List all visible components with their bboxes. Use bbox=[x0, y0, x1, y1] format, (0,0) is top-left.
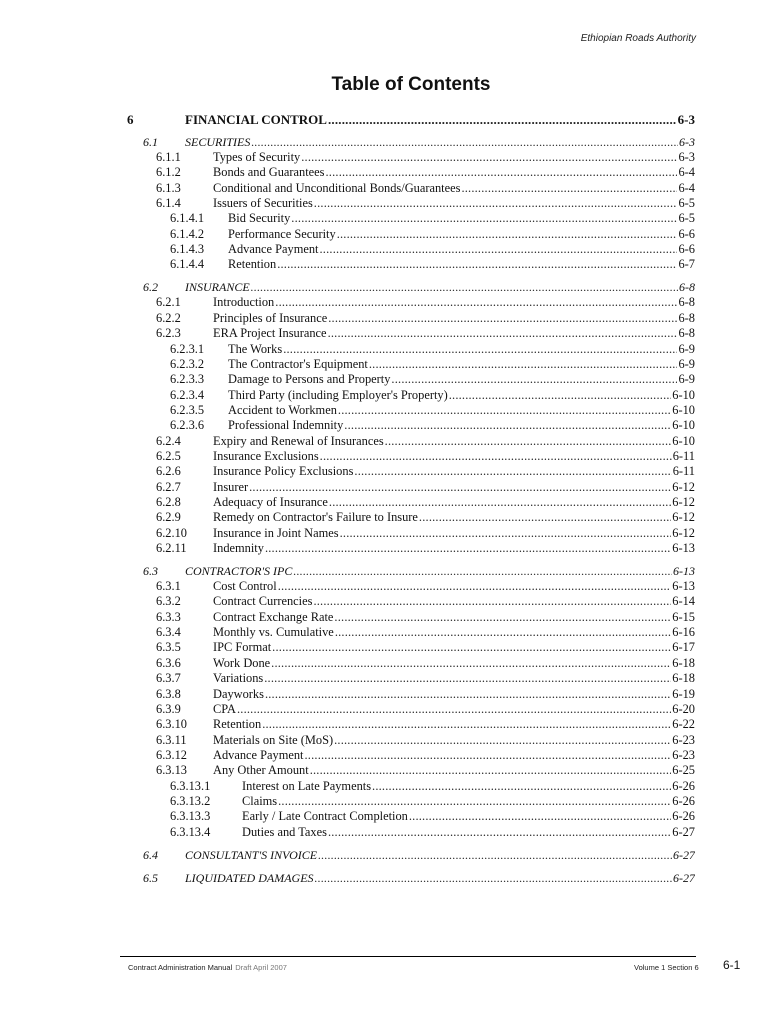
dot-leader bbox=[338, 403, 671, 418]
dot-leader bbox=[251, 135, 678, 150]
toc-entry-number: 6.3.2 bbox=[156, 594, 181, 609]
dot-leader bbox=[328, 112, 677, 127]
dot-leader bbox=[249, 480, 671, 495]
toc-entry-number: 6.3.10 bbox=[156, 717, 187, 732]
toc-entry-number: 6.1.2 bbox=[156, 165, 181, 180]
toc-entry-page: 6-9 bbox=[678, 341, 695, 356]
toc-entry-number: 6.3.8 bbox=[156, 686, 181, 701]
toc-entry-title: Early / Late Contract Completion bbox=[242, 809, 408, 824]
dot-leader bbox=[310, 763, 672, 778]
dot-leader bbox=[301, 150, 677, 165]
toc-entry-page: 6-3 bbox=[677, 112, 695, 127]
toc-entry-title: Advance Payment bbox=[228, 242, 319, 257]
toc-entry-number: 6.4 bbox=[143, 847, 158, 862]
toc-entry-number: 6.2.3.5 bbox=[170, 402, 205, 417]
toc-entry-title: Insurer bbox=[213, 479, 249, 494]
toc-entry-title: Third Party (including Employer's Property) bbox=[228, 387, 448, 402]
toc-entry-number: 6.2.3.6 bbox=[170, 418, 205, 433]
toc-entry-title: Professional Indemnity bbox=[228, 418, 344, 433]
toc-entry-number: 6.2.8 bbox=[156, 495, 181, 509]
toc-entry-page: 6-9 bbox=[678, 372, 695, 387]
dot-leader bbox=[277, 257, 677, 272]
toc-entry-page: 6-10 bbox=[672, 387, 695, 402]
toc-entry-number: 6 bbox=[127, 112, 134, 127]
toc-entry-number: 6.3.13.1 bbox=[170, 778, 211, 793]
toc-entry-page: 6-13 bbox=[672, 579, 695, 594]
dot-leader bbox=[326, 165, 678, 180]
toc-entry-page: 6-13 bbox=[672, 541, 695, 556]
toc-entry-page: 6-8 bbox=[679, 280, 695, 295]
toc-entry-page: 6-10 bbox=[672, 402, 695, 417]
toc-entry-title: Cost Control bbox=[213, 579, 277, 594]
toc-entry-page: 6-12 bbox=[672, 495, 695, 509]
toc-entry-number: 6.1 bbox=[143, 135, 158, 149]
toc-entry-page: 6-9 bbox=[678, 356, 695, 371]
toc-entry-number: 6.2.9 bbox=[156, 510, 181, 525]
toc-entry-title: Bid Security bbox=[228, 211, 291, 226]
toc-entry-page: 6-5 bbox=[678, 211, 695, 226]
dot-leader bbox=[369, 357, 678, 372]
toc-entry-page: 6-13 bbox=[673, 564, 695, 579]
dot-leader bbox=[340, 526, 672, 541]
toc-entry-number: 6.1.1 bbox=[156, 150, 181, 164]
toc-entry-number: 6.2.3.3 bbox=[170, 372, 205, 387]
toc-entry-number: 6.2.3.4 bbox=[170, 387, 205, 402]
toc-entry-title: Introduction bbox=[213, 295, 275, 310]
toc-entry-title: IPC Format bbox=[213, 640, 272, 655]
toc-entry-number: 6.2.7 bbox=[156, 479, 181, 494]
toc-entry-title: Claims bbox=[242, 793, 278, 808]
toc-entry-number: 6.2.3.2 bbox=[170, 356, 205, 371]
toc-entry-title: ERA Project Insurance bbox=[213, 326, 327, 341]
toc-entry-number: 6.2.2 bbox=[156, 310, 181, 325]
dot-leader bbox=[271, 656, 671, 671]
toc-entry-number: 6.2.10 bbox=[156, 525, 187, 540]
toc-entry-page: 6-10 bbox=[672, 418, 695, 433]
dot-leader bbox=[278, 794, 671, 809]
toc-entry-page: 6-26 bbox=[672, 793, 695, 808]
dot-leader bbox=[328, 825, 671, 840]
toc-entry-number: 6.2.11 bbox=[156, 541, 187, 556]
toc-entry-title: Damage to Persons and Property bbox=[228, 372, 391, 387]
toc-entry-number: 6.3.3 bbox=[156, 609, 181, 624]
toc-entry-number: 6.1.4 bbox=[156, 196, 181, 211]
toc-entry-title: Interest on Late Payments bbox=[242, 778, 372, 793]
footer-manual-info bbox=[128, 963, 287, 972]
toc-entry-number: 6.1.3 bbox=[156, 180, 181, 195]
toc-entry-page: 6-6 bbox=[678, 242, 695, 257]
toc-entry-page: 6-8 bbox=[678, 310, 695, 325]
toc-entry-number: 6.3.13.3 bbox=[170, 809, 211, 824]
toc-entry-title: Principles of Insurance bbox=[213, 310, 328, 325]
toc-entry-title: Expiry and Renewal of Insurances bbox=[213, 433, 384, 448]
toc-entry-number: 6.3.13.2 bbox=[170, 793, 211, 808]
dot-leader bbox=[262, 717, 671, 732]
dot-leader bbox=[334, 733, 671, 748]
page-title: Table of Contents bbox=[331, 74, 491, 95]
toc-entry-number: 6.1.4.4 bbox=[170, 257, 205, 272]
dot-leader bbox=[449, 388, 672, 403]
toc-entry-title: Monthly vs. Cumulative bbox=[213, 625, 334, 640]
toc-entry-title: Adequacy of Insurance bbox=[213, 495, 328, 509]
toc-entry-page: 6-8 bbox=[678, 326, 695, 341]
dot-leader bbox=[372, 779, 671, 794]
dot-leader bbox=[334, 610, 671, 625]
toc-entry-title: CPA bbox=[213, 701, 236, 716]
toc-entry-number: 6.3.4 bbox=[156, 625, 181, 640]
dot-leader bbox=[237, 702, 671, 717]
dot-leader bbox=[328, 326, 678, 341]
dot-leader bbox=[385, 434, 672, 449]
dot-leader bbox=[409, 809, 671, 824]
toc-entry-title: The Contractor's Equipment bbox=[228, 356, 368, 371]
toc-entry-title: Retention bbox=[228, 257, 277, 272]
toc-entry-page: 6-3 bbox=[678, 150, 695, 164]
toc-entry-title: FINANCIAL CONTROL bbox=[185, 112, 327, 127]
toc-entry-page: 6-18 bbox=[672, 671, 695, 686]
organization-header: Ethiopian Roads Authority bbox=[580, 33, 696, 44]
dot-leader bbox=[265, 687, 671, 702]
toc-entry-number: 6.5 bbox=[143, 870, 158, 885]
dot-leader bbox=[293, 564, 672, 579]
toc-entry-number: 6.3 bbox=[143, 564, 158, 579]
toc-entry-title: Indemnity bbox=[213, 541, 264, 556]
toc-entry-number: 6.3.11 bbox=[156, 732, 187, 747]
toc-entry-title: Accident to Workmen bbox=[228, 402, 337, 417]
footer-page-number: 6-1 bbox=[723, 958, 741, 972]
dot-leader bbox=[305, 748, 672, 763]
toc-entry-page: 6-4 bbox=[678, 165, 695, 180]
dot-leader bbox=[251, 280, 678, 295]
toc-entry-title: Variations bbox=[213, 671, 264, 686]
toc-entry-title: Contract Currencies bbox=[213, 594, 313, 609]
toc-entry-number: 6.2.3 bbox=[156, 326, 181, 341]
toc-entry-page: 6-5 bbox=[678, 196, 695, 211]
toc-entry-page: 6-4 bbox=[678, 180, 695, 195]
dot-leader bbox=[291, 211, 677, 226]
toc-entry-title: Bonds and Guarantees bbox=[213, 165, 325, 180]
toc-entry-number: 6.1.4.2 bbox=[170, 226, 205, 241]
dot-leader bbox=[337, 227, 678, 242]
toc-entry-title: Insurance Policy Exclusions bbox=[213, 464, 354, 479]
toc-entry-page: 6-15 bbox=[672, 609, 695, 624]
toc-entry-title: Insurance Exclusions bbox=[213, 448, 319, 463]
toc-entry-page: 6-18 bbox=[672, 655, 695, 670]
footer-draft-date: Draft April 2007 bbox=[235, 963, 287, 972]
toc-entry-page: 6-12 bbox=[672, 510, 695, 525]
toc-entry-number: 6.3.12 bbox=[156, 747, 187, 762]
toc-entry-number: 6.2.1 bbox=[156, 295, 181, 310]
dot-leader bbox=[354, 464, 671, 479]
footer-divider bbox=[120, 956, 696, 957]
toc-entry-number: 6.2.4 bbox=[156, 433, 181, 448]
toc-entry-page: 6-3 bbox=[679, 135, 695, 149]
toc-entry-page: 6-19 bbox=[672, 686, 695, 701]
dot-leader bbox=[329, 495, 671, 510]
toc-entry-page: 6-12 bbox=[672, 479, 695, 494]
toc-entry-number: 6.1.4.1 bbox=[170, 211, 205, 226]
toc-entry-page: 6-23 bbox=[672, 747, 695, 762]
toc-entry-title: Issuers of Securities bbox=[213, 196, 313, 211]
dot-leader bbox=[320, 449, 672, 464]
toc-entry-title: Remedy on Contractor's Failure to Insure bbox=[213, 510, 418, 525]
footer-volume: Volume 1 Section 6 bbox=[634, 963, 699, 972]
toc-entry-title: Dayworks bbox=[213, 686, 264, 701]
toc-entry-title: Types of Security bbox=[213, 150, 301, 164]
toc-entry-page: 6-7 bbox=[678, 257, 695, 272]
toc-entry-title: Advance Payment bbox=[213, 747, 304, 762]
toc-entry-page: 6-10 bbox=[672, 433, 695, 448]
toc-entry-title: INSURANCE bbox=[185, 280, 250, 295]
toc-entry-number: 6.3.9 bbox=[156, 701, 181, 716]
toc-entry-number: 6.3.1 bbox=[156, 579, 181, 594]
dot-leader bbox=[461, 181, 677, 196]
toc-entry-title: The Works bbox=[228, 341, 283, 356]
dot-leader bbox=[283, 342, 677, 357]
toc-entry-title: Materials on Site (MoS) bbox=[213, 732, 334, 747]
toc-entry-title: Work Done bbox=[213, 655, 271, 670]
dot-leader bbox=[315, 871, 672, 886]
dot-leader bbox=[314, 196, 678, 211]
toc-entry-number: 6.2.6 bbox=[156, 464, 181, 479]
toc-entry-title: LIQUIDATED DAMAGES bbox=[185, 870, 314, 885]
toc-entry-page: 6-25 bbox=[672, 763, 695, 778]
toc-entry-page: 6-22 bbox=[672, 717, 695, 732]
toc-entry-page: 6-16 bbox=[672, 625, 695, 640]
toc-entry-number: 6.3.6 bbox=[156, 655, 181, 670]
dot-leader bbox=[313, 594, 671, 609]
toc-entry-page: 6-26 bbox=[672, 778, 695, 793]
toc-entry-page: 6-14 bbox=[672, 594, 695, 609]
toc-entry-number: 6.1.4.3 bbox=[170, 242, 205, 257]
dot-leader bbox=[335, 625, 671, 640]
toc-entry-page: 6-6 bbox=[678, 226, 695, 241]
toc-entry-page: 6-17 bbox=[672, 640, 695, 655]
toc-entry-page: 6-27 bbox=[673, 847, 695, 862]
footer-manual-title: Contract Administration Manual bbox=[128, 963, 233, 972]
toc-entry-number: 6.3.7 bbox=[156, 671, 181, 686]
toc-entry-number: 6.3.5 bbox=[156, 640, 181, 655]
dot-leader bbox=[391, 372, 677, 387]
toc-entry-page: 6-20 bbox=[672, 701, 695, 716]
toc-entry-number: 6.2 bbox=[143, 280, 158, 295]
toc-entry-page: 6-11 bbox=[672, 464, 695, 479]
toc-entry-title: Retention bbox=[213, 717, 262, 732]
toc-entry-page: 6-26 bbox=[672, 809, 695, 824]
toc-entry-number: 6.2.5 bbox=[156, 448, 181, 463]
toc-entry-number: 6.2.3.1 bbox=[170, 341, 205, 356]
dot-leader bbox=[344, 418, 671, 433]
toc-entry-number: 6.3.13.4 bbox=[170, 824, 211, 839]
toc-entry-title: SECURITIES bbox=[185, 135, 251, 149]
toc-entry-page: 6-23 bbox=[672, 732, 695, 747]
toc-entry-title: CONTRACTOR'S IPC bbox=[185, 564, 293, 579]
toc-entry-title: CONSULTANT'S INVOICE bbox=[185, 847, 318, 862]
dot-leader bbox=[328, 311, 677, 326]
toc-entry-title: Conditional and Unconditional Bonds/Guarantees bbox=[213, 180, 461, 195]
toc-entry-title: Contract Exchange Rate bbox=[213, 609, 334, 624]
dot-leader bbox=[264, 671, 671, 686]
dot-leader bbox=[419, 510, 671, 525]
toc-entry-page: 6-12 bbox=[672, 525, 695, 540]
toc-entry-title: Insurance in Joint Names bbox=[213, 525, 339, 540]
dot-leader bbox=[272, 640, 671, 655]
toc-entry-page: 6-8 bbox=[678, 295, 695, 310]
dot-leader bbox=[320, 242, 678, 257]
dot-leader bbox=[318, 848, 672, 863]
toc-entry-title: Performance Security bbox=[228, 226, 336, 241]
toc-entry-page: 6-27 bbox=[672, 824, 695, 839]
dot-leader bbox=[275, 295, 677, 310]
toc-entry-page: 6-11 bbox=[672, 448, 695, 463]
toc-entry-page: 6-27 bbox=[673, 870, 695, 885]
dot-leader bbox=[265, 541, 671, 556]
toc-entry-title: Any Other Amount bbox=[213, 763, 309, 778]
toc-entry-title: Duties and Taxes bbox=[242, 824, 327, 839]
toc-entry-number: 6.3.13 bbox=[156, 763, 187, 778]
dot-leader bbox=[278, 579, 672, 594]
